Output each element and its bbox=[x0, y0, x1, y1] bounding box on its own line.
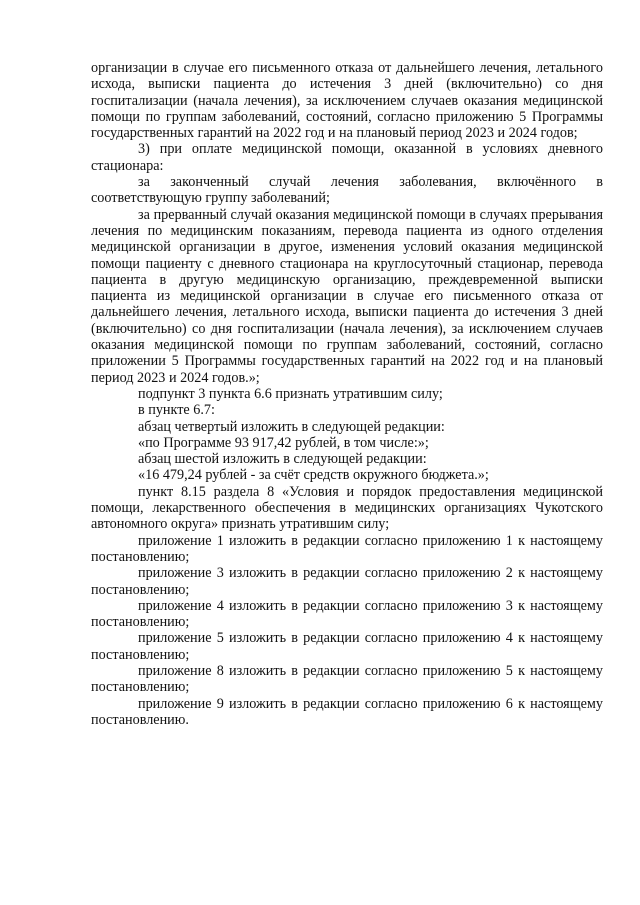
paragraph: абзац четвертый изложить в следующей редакции: bbox=[138, 418, 445, 435]
paragraph: приложение 1 изложить в редакции согласно приложению 1 к настоящему постановлению; bbox=[91, 532, 603, 565]
paragraph: абзац шестой изложить в следующей редакции: bbox=[138, 451, 427, 468]
paragraph: приложение 3 изложить в редакции согласно приложению 2 к настоящему постановлению; bbox=[91, 565, 603, 598]
paragraph: приложение 4 изложить в редакции согласно приложению 3 к настоящему постановлению; bbox=[91, 597, 603, 631]
paragraph: 3) при оплате медицинской помощи, оказанной в условиях дневного стационара: bbox=[91, 141, 603, 174]
paragraph: «по Программе 93 917,42 рублей, в том числе:»; bbox=[138, 434, 429, 451]
document-body bbox=[91, 60, 603, 728]
paragraph: приложение 9 изложить в редакции согласно приложению 6 к настоящему постановлению. bbox=[91, 695, 603, 728]
paragraph: приложение 5 изложить в редакции согласно приложению 4 к настоящему постановлению; bbox=[91, 630, 603, 663]
paragraph: пункт 8.15 раздела 8 «Условия и порядок предоставления медицинской помощи, лекарственного обеспечения в медицинских организациях Чукотского автономного округа» признать утратившим силу; bbox=[91, 483, 603, 533]
paragraph: за законченный случай лечения заболевания, включённого в соответствующую группу заболеваний; bbox=[91, 174, 603, 207]
paragraph: организации в случае его письменного отказа от дальнейшего лечения, летального исхода, выписки пациента до истечения 3 дней (включительно) со дня госпитализации (начала лечения), за исключением случаев оказания медицинской помощи по группам заболеваний, состояний, согласно приложению 5 Программы государственных гарантий на 2022 год и на плановый период 2023 и 2024 годов; bbox=[91, 60, 603, 142]
paragraph: подпункт 3 пункта 6.6 признать утратившим силу; bbox=[138, 385, 443, 402]
paragraph: «16 479,24 рублей - за счёт средств окружного бюджета.»; bbox=[138, 467, 489, 484]
paragraph: приложение 8 изложить в редакции согласно приложению 5 к настоящему постановлению; bbox=[91, 662, 603, 696]
paragraph: за прерванный случай оказания медицинской помощи в случаях прерывания лечения по медицинским показаниям, перевода пациента из одного отделения медицинской организации в другое, изменения условий оказания медицинской помощи пациенту с дневного стационара на круглосуточный стационар, перевода пациента в другую медицинскую организацию, преждевременной выписки пациента из медицинской организации в случае его письменного отказа от дальнейшего лечения, летального исхода, выписки пациента до истечения 3 дней (включительно) со дня госпитализации (начала лечения), за исключением случаев оказания медицинской помощи по группам заболеваний, состояний, согласно приложении 5 Программы государственных гарантий на 2022 год и на плановый период 2023 и 2024 годов.»; bbox=[91, 206, 603, 386]
paragraph: в пункте 6.7: bbox=[138, 402, 215, 419]
